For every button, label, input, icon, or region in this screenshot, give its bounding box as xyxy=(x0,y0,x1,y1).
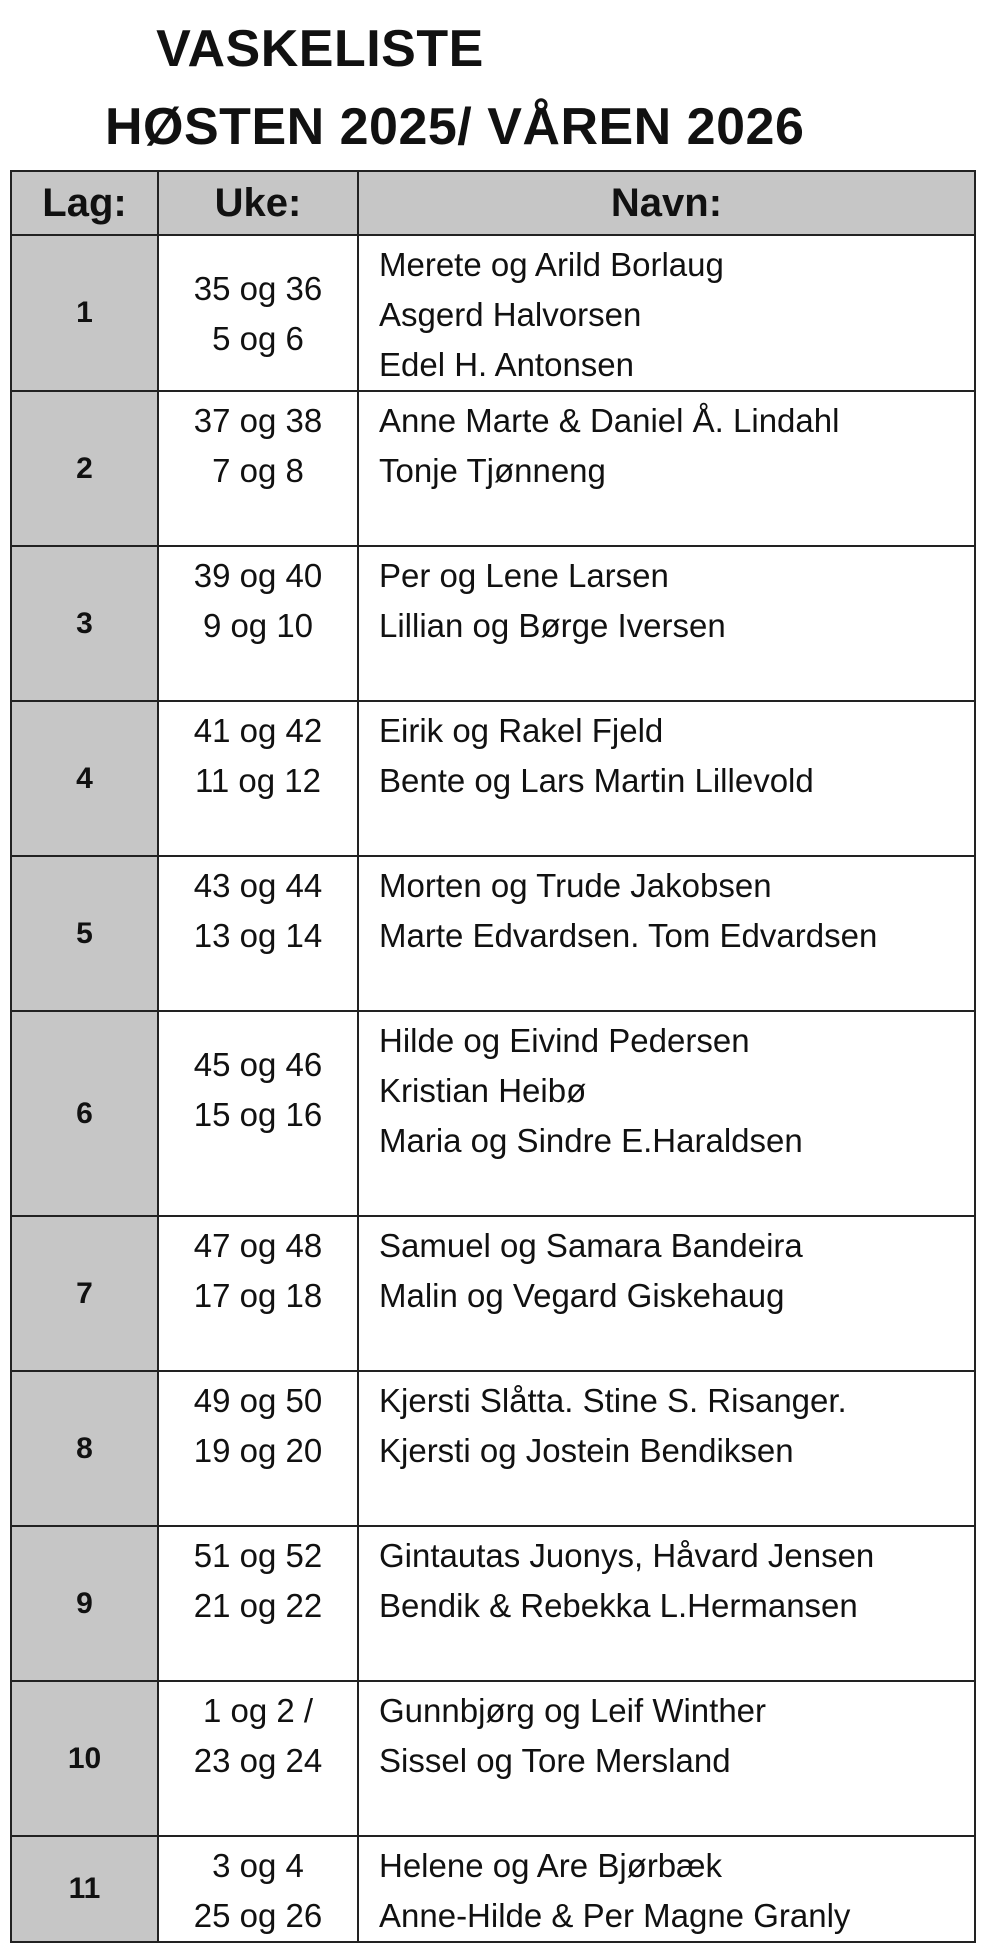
lag-number: 7 xyxy=(11,1216,158,1371)
uke-cell xyxy=(158,1011,358,1216)
navn-cell xyxy=(358,1526,975,1681)
table-row xyxy=(11,1216,975,1371)
navn-line: Bente og Lars Martin Lillevold xyxy=(379,762,814,799)
lag-number: 9 xyxy=(11,1526,158,1681)
uke-weeks: 47 og 48 xyxy=(193,1227,323,1264)
navn-line: Eirik og Rakel Fjeld xyxy=(379,712,664,749)
uke-weeks: 21 og 22 xyxy=(193,1587,323,1624)
table-row xyxy=(11,235,975,391)
navn-line: Samuel og Samara Bandeira xyxy=(379,1227,803,1264)
table-row xyxy=(11,546,975,701)
navn-line: Kristian Heibø xyxy=(379,1072,587,1109)
lag-number: 8 xyxy=(11,1371,158,1526)
table-row xyxy=(11,1681,975,1836)
navn-cell xyxy=(358,235,975,391)
navn-line: Kjersti og Jostein Bendiksen xyxy=(379,1432,794,1469)
uke-weeks: 9 og 10 xyxy=(202,607,314,644)
header-navn: Navn: xyxy=(358,171,975,235)
table-row xyxy=(11,701,975,856)
lag-number: 2 xyxy=(11,391,158,546)
header-uke: Uke: xyxy=(158,171,358,235)
title-line-2: HØSTEN 2025/ VÅREN 2026 xyxy=(105,98,805,156)
navn-cell xyxy=(358,1216,975,1371)
uke-cell xyxy=(158,235,358,391)
uke-weeks: 43 og 44 xyxy=(193,867,323,904)
navn-cell xyxy=(358,391,975,546)
cleaning-schedule-table xyxy=(10,170,976,1943)
lag-number: 6 xyxy=(11,1011,158,1216)
navn-line: Per og Lene Larsen xyxy=(379,557,669,594)
uke-weeks: 15 og 16 xyxy=(193,1096,323,1133)
table-row xyxy=(11,1011,975,1216)
table-row xyxy=(11,1526,975,1681)
navn-cell xyxy=(358,1836,975,1942)
navn-line: Maria og Sindre E.Haraldsen xyxy=(379,1122,803,1159)
navn-line: Gunnbjørg og Leif Winther xyxy=(379,1692,767,1729)
uke-weeks: 1 og 2 / xyxy=(202,1692,314,1729)
navn-line: Bendik & Rebekka L.Hermansen xyxy=(379,1587,858,1624)
navn-line: Kjersti Slåtta. Stine S. Risanger. xyxy=(379,1382,847,1419)
uke-weeks: 37 og 38 xyxy=(193,402,323,439)
lag-number: 5 xyxy=(11,856,158,1011)
uke-weeks: 51 og 52 xyxy=(193,1537,323,1574)
uke-weeks: 25 og 26 xyxy=(193,1897,323,1934)
uke-cell xyxy=(158,1836,358,1942)
navn-line: Tonje Tjønneng xyxy=(379,452,606,489)
navn-line: Anne Marte & Daniel Å. Lindahl xyxy=(379,402,840,439)
uke-cell xyxy=(158,1681,358,1836)
table-row xyxy=(11,391,975,546)
uke-weeks: 35 og 36 xyxy=(193,270,323,307)
uke-weeks: 3 og 4 xyxy=(212,1847,304,1884)
navn-line: Marte Edvardsen. Tom Edvardsen xyxy=(379,917,878,954)
lag-number: 1 xyxy=(11,235,158,391)
navn-line: Morten og Trude Jakobsen xyxy=(379,867,772,904)
uke-cell xyxy=(158,701,358,856)
navn-cell xyxy=(358,1371,975,1526)
header-lag: Lag: xyxy=(11,171,158,235)
uke-weeks: 23 og 24 xyxy=(193,1742,323,1779)
lag-number: 4 xyxy=(11,701,158,856)
uke-weeks: 11 og 12 xyxy=(194,762,321,799)
uke-weeks: 49 og 50 xyxy=(193,1382,323,1419)
navn-cell xyxy=(358,701,975,856)
table-row xyxy=(11,1836,975,1942)
navn-line: Lillian og Børge Iversen xyxy=(379,607,726,644)
lag-number: 3 xyxy=(11,546,158,701)
uke-weeks: 45 og 46 xyxy=(193,1046,323,1083)
navn-cell xyxy=(358,856,975,1011)
navn-line: Hilde og Eivind Pedersen xyxy=(379,1022,750,1059)
uke-weeks: 17 og 18 xyxy=(193,1277,323,1314)
title-line-1: VASKELISTE xyxy=(156,20,484,78)
uke-cell xyxy=(158,1216,358,1371)
lag-number: 10 xyxy=(11,1681,158,1836)
navn-line: Merete og Arild Borlaug xyxy=(379,246,724,283)
uke-cell xyxy=(158,1371,358,1526)
navn-line: Anne-Hilde & Per Magne Granly xyxy=(379,1897,851,1934)
uke-cell xyxy=(158,1526,358,1681)
navn-line: Malin og Vegard Giskehaug xyxy=(379,1277,785,1314)
navn-line: Sissel og Tore Mersland xyxy=(379,1742,731,1779)
uke-weeks: 19 og 20 xyxy=(193,1432,323,1469)
table-row xyxy=(11,856,975,1011)
navn-cell xyxy=(358,546,975,701)
table-row xyxy=(11,1371,975,1526)
uke-cell xyxy=(158,391,358,546)
uke-weeks: 5 og 6 xyxy=(212,320,304,357)
navn-line: Edel H. Antonsen xyxy=(379,346,635,383)
navn-cell xyxy=(358,1011,975,1216)
uke-cell xyxy=(158,546,358,701)
navn-line: Gintautas Juonys, Håvard Jensen xyxy=(379,1537,875,1574)
navn-line: Asgerd Halvorsen xyxy=(379,296,642,333)
navn-line: Helene og Are Bjørbæk xyxy=(379,1847,723,1884)
uke-weeks: 41 og 42 xyxy=(193,712,323,749)
navn-cell xyxy=(358,1681,975,1836)
uke-weeks: 39 og 40 xyxy=(193,557,323,594)
uke-weeks: 7 og 8 xyxy=(212,452,304,489)
uke-cell xyxy=(158,856,358,1011)
uke-weeks: 13 og 14 xyxy=(193,917,323,954)
lag-number: 11 xyxy=(11,1836,158,1942)
header-row xyxy=(11,171,975,235)
